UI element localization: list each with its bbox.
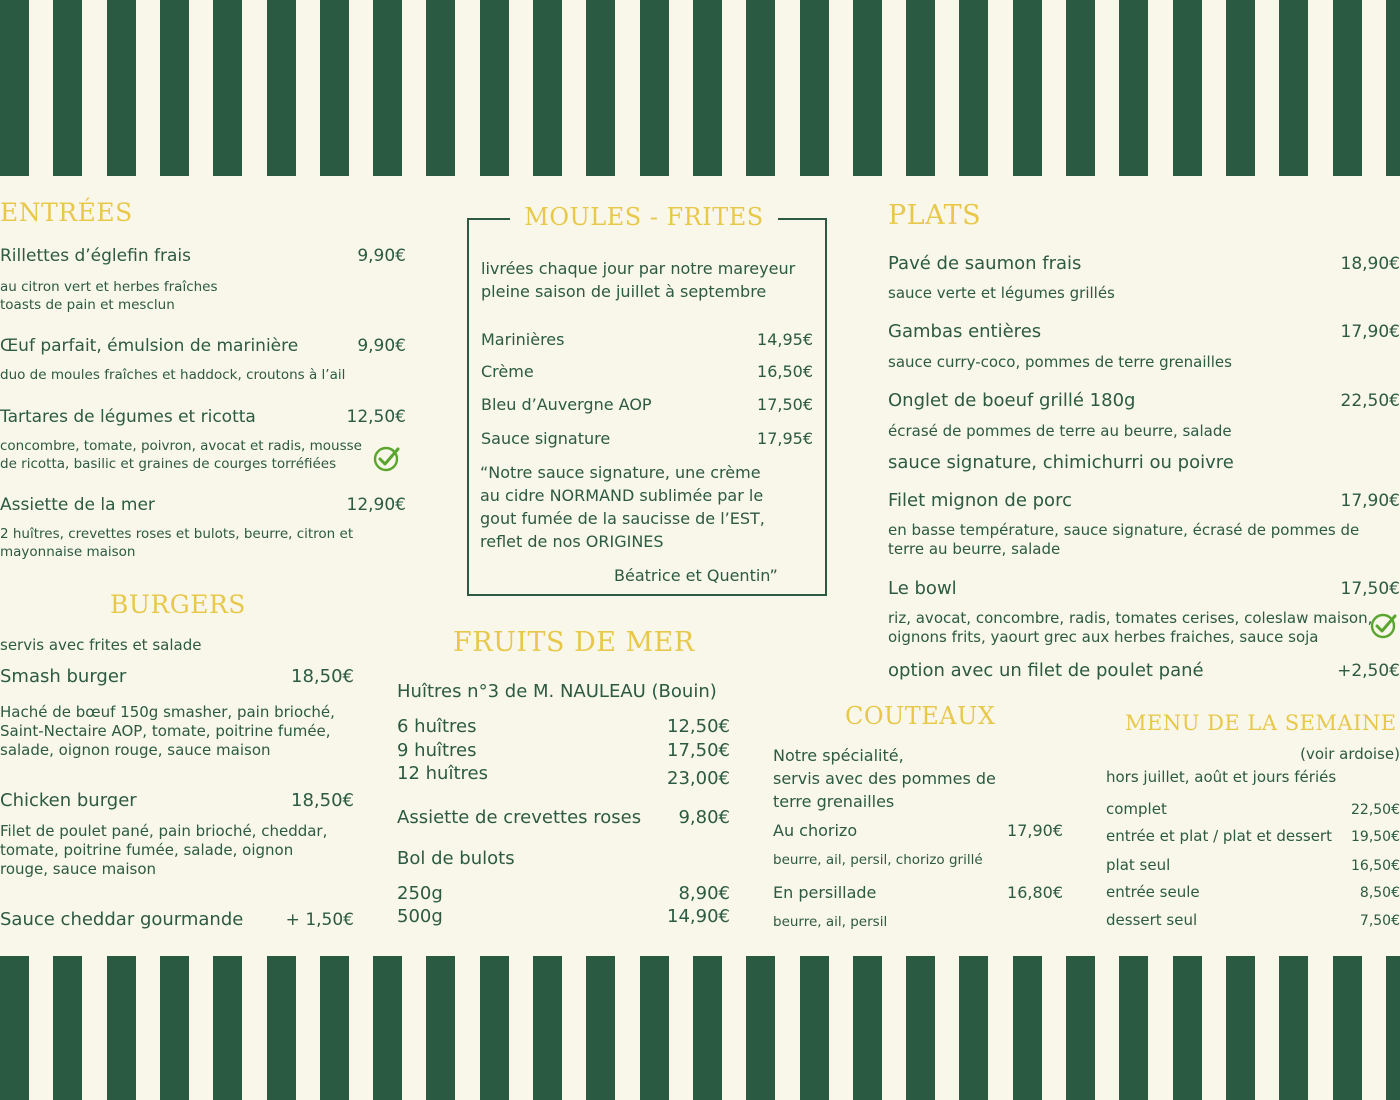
desc-line: salade, oignon rouge, sauce maison bbox=[0, 741, 271, 759]
vegan-check-icon bbox=[373, 444, 401, 472]
item-name: Rillettes d’églefin frais bbox=[0, 246, 191, 266]
item-name: Bleu d’Auvergne AOP bbox=[481, 395, 652, 414]
stripe bbox=[853, 956, 882, 1100]
menu-item bbox=[397, 716, 730, 737]
menu-item bbox=[481, 330, 813, 349]
item-name: plat seul bbox=[1106, 856, 1171, 874]
stripe bbox=[640, 0, 669, 176]
stripe bbox=[586, 0, 615, 176]
stripe bbox=[480, 956, 509, 1100]
item-description: beurre, ail, persil, chorizo grillé bbox=[773, 852, 983, 868]
stripe bbox=[533, 956, 562, 1100]
menu-item bbox=[773, 821, 1063, 840]
stripe bbox=[160, 956, 189, 1100]
item-price: 17,90€ bbox=[1340, 322, 1400, 342]
item-name: 250g bbox=[397, 883, 443, 904]
item-description bbox=[888, 521, 1359, 559]
item-description bbox=[0, 366, 345, 384]
entrees-title: ENTRÉES bbox=[0, 198, 133, 227]
stripe bbox=[1226, 956, 1255, 1100]
item-sauce-choice: sauce signature, chimichurri ou poivre bbox=[888, 452, 1234, 473]
item-price: 18,50€ bbox=[291, 666, 354, 687]
item-price: 14,95€ bbox=[757, 330, 813, 349]
item-price: 16,50€ bbox=[1351, 858, 1400, 874]
desc-line: au citron vert et herbes fraîches bbox=[0, 279, 218, 295]
stripe bbox=[1119, 0, 1148, 176]
stripe bbox=[1066, 0, 1095, 176]
item-name: Assiette de la mer bbox=[0, 495, 155, 515]
quote-line: “Notre sauce signature, une crème bbox=[480, 463, 761, 482]
moules-quote bbox=[480, 461, 765, 553]
stripe bbox=[373, 0, 402, 176]
item-name: dessert seul bbox=[1106, 911, 1198, 929]
menu-item bbox=[397, 807, 730, 828]
stripe bbox=[1119, 956, 1148, 1100]
menu-item bbox=[0, 246, 406, 266]
desc-line: tomate, poitrine fumée, salade, oignon bbox=[0, 841, 294, 859]
item-name: 9 huîtres bbox=[397, 740, 477, 761]
item-price: 18,50€ bbox=[291, 790, 354, 811]
item-price: 17,90€ bbox=[1340, 491, 1400, 511]
item-price: 19,50€ bbox=[1351, 829, 1400, 845]
stripe bbox=[320, 956, 349, 1100]
intro-line: terre grenailles bbox=[773, 792, 895, 811]
stripe bbox=[746, 0, 775, 176]
item-name: Crème bbox=[481, 362, 534, 381]
stripe bbox=[213, 956, 242, 1100]
item-name: Pavé de saumon frais bbox=[888, 253, 1082, 274]
intro-line: Notre spécialité, bbox=[773, 746, 904, 765]
item-price: 9,90€ bbox=[357, 336, 406, 356]
item-price: 14,90€ bbox=[667, 906, 730, 927]
item-name: Œuf parfait, émulsion de marinière bbox=[0, 336, 299, 356]
item-name: entrée seule bbox=[1106, 883, 1200, 901]
menu-item bbox=[397, 883, 730, 904]
menu-item bbox=[888, 321, 1400, 342]
menu-item bbox=[481, 429, 813, 448]
plats-title: PLATS bbox=[888, 200, 982, 231]
menu-item bbox=[1106, 800, 1400, 818]
menu-item bbox=[0, 666, 354, 687]
item-price: 8,90€ bbox=[678, 883, 730, 904]
item-name: option avec un filet de poulet pané bbox=[888, 660, 1204, 681]
moules-signature: Béatrice et Quentin” bbox=[614, 566, 778, 585]
menu-item bbox=[0, 336, 406, 356]
item-price: 9,80€ bbox=[678, 807, 730, 828]
menu-item bbox=[397, 763, 730, 789]
menu-item bbox=[0, 495, 406, 515]
stripe bbox=[853, 0, 882, 176]
stripe bbox=[1173, 0, 1202, 176]
item-price: 22,50€ bbox=[1351, 802, 1400, 818]
menu-item-option bbox=[888, 660, 1400, 681]
item-price: 18,90€ bbox=[1340, 254, 1400, 274]
desc-line: duo de moules fraîches et haddock, croutons à l’ail bbox=[0, 367, 346, 383]
item-price: 12,90€ bbox=[346, 495, 406, 515]
stripe bbox=[640, 956, 669, 1100]
desc-line: terre au beurre, salade bbox=[888, 540, 1061, 558]
stripe bbox=[906, 956, 935, 1100]
stripe bbox=[107, 0, 136, 176]
item-name: Gambas entières bbox=[888, 321, 1042, 342]
stripe bbox=[267, 956, 296, 1100]
menu-semaine-note: (voir ardoise) bbox=[1300, 745, 1400, 763]
menu-item bbox=[397, 906, 730, 927]
huitres-title: Huîtres n°3 de M. NAULEAU (Bouin) bbox=[397, 681, 717, 702]
quote-line: au cidre NORMAND sublimée par le bbox=[480, 486, 764, 505]
menu-item bbox=[397, 740, 730, 761]
stripe bbox=[267, 0, 296, 176]
stripe bbox=[1386, 956, 1400, 1100]
desc-line: sauce curry-coco, pommes de terre grenailles bbox=[888, 353, 1232, 371]
menu-item bbox=[1106, 827, 1400, 845]
couteaux-intro bbox=[773, 744, 996, 813]
menu-item bbox=[0, 909, 354, 930]
item-price: 16,80€ bbox=[1007, 883, 1063, 902]
stripe bbox=[746, 956, 775, 1100]
item-description bbox=[0, 278, 218, 314]
burgers-note: servis avec frites et salade bbox=[0, 636, 202, 654]
menu-item bbox=[1106, 856, 1400, 874]
item-description bbox=[0, 822, 327, 879]
item-name: Marinières bbox=[481, 330, 565, 349]
menu-item bbox=[888, 390, 1400, 411]
desc-line: Filet de poulet pané, pain brioché, cheddar, bbox=[0, 822, 328, 840]
intro-line: pleine saison de juillet à septembre bbox=[481, 282, 767, 301]
stripe bbox=[586, 956, 615, 1100]
item-price: 17,50€ bbox=[667, 740, 730, 761]
menu-item bbox=[481, 362, 813, 381]
stripe bbox=[320, 0, 349, 176]
stripe bbox=[0, 0, 29, 176]
stripe bbox=[533, 0, 562, 176]
stripe bbox=[0, 956, 29, 1100]
desc-line: en basse température, sauce signature, écrasé de pommes de bbox=[888, 521, 1360, 539]
desc-line: écrasé de pommes de terre au beurre, salade bbox=[888, 422, 1232, 440]
desc-line: toasts de pain et mesclun bbox=[0, 297, 175, 313]
item-description bbox=[888, 609, 1372, 647]
stripe bbox=[1279, 0, 1308, 176]
quote-line: gout fumée de la saucisse de l’EST, bbox=[480, 509, 765, 528]
item-price: 9,90€ bbox=[357, 246, 406, 266]
menu-item bbox=[0, 407, 406, 427]
item-name: Tartares de légumes et ricotta bbox=[0, 407, 256, 427]
item-name: 6 huîtres bbox=[397, 716, 477, 737]
desc-line: concombre, tomate, poivron, avocat et radis, mousse bbox=[0, 438, 362, 454]
intro-line: servis avec des pommes de bbox=[773, 769, 996, 788]
item-description: beurre, ail, persil bbox=[773, 914, 888, 930]
burgers-title: BURGERS bbox=[110, 590, 246, 619]
item-description bbox=[888, 284, 1115, 303]
stripe bbox=[1013, 0, 1042, 176]
stripe bbox=[1013, 956, 1042, 1100]
item-name: entrée et plat / plat et dessert bbox=[1106, 827, 1332, 845]
bottom-stripes-decoration bbox=[0, 956, 1400, 1100]
item-price: 12,50€ bbox=[667, 716, 730, 737]
desc-line: 2 huîtres, crevettes roses et bulots, beurre, citron et bbox=[0, 526, 354, 542]
stripe bbox=[959, 956, 988, 1100]
vegan-check-icon bbox=[1370, 611, 1398, 639]
stripe bbox=[800, 956, 829, 1100]
menu-item bbox=[888, 490, 1400, 511]
desc-line: mayonnaise maison bbox=[0, 544, 136, 560]
menu-item bbox=[0, 790, 354, 811]
desc-line: Saint-Nectaire AOP, tomate, poitrine fumée, bbox=[0, 722, 331, 740]
stripe bbox=[53, 0, 82, 176]
menu-item bbox=[888, 578, 1400, 599]
item-name: Smash burger bbox=[0, 666, 127, 687]
menu-item bbox=[773, 883, 1063, 902]
item-name: Sauce cheddar gourmande bbox=[0, 909, 244, 930]
stripe bbox=[1226, 0, 1255, 176]
moules-intro bbox=[481, 257, 795, 303]
stripe bbox=[1066, 956, 1095, 1100]
item-price: 22,50€ bbox=[1340, 391, 1400, 411]
item-description bbox=[888, 353, 1232, 372]
stripe bbox=[373, 956, 402, 1100]
item-price: 17,95€ bbox=[757, 429, 813, 448]
item-price: 17,50€ bbox=[1340, 579, 1400, 599]
item-name: Onglet de boeuf grillé 180g bbox=[888, 390, 1136, 411]
item-price: 17,50€ bbox=[757, 395, 813, 414]
desc-line: oignons frits, yaourt grec aux herbes fraiches, sauce soja bbox=[888, 628, 1319, 646]
stripe bbox=[1279, 956, 1308, 1100]
menu-item bbox=[888, 253, 1400, 274]
item-name: 12 huîtres bbox=[397, 763, 488, 784]
item-name: En persillade bbox=[773, 883, 877, 902]
item-name: 500g bbox=[397, 906, 443, 927]
stripe bbox=[693, 956, 722, 1100]
stripe bbox=[426, 0, 455, 176]
stripe bbox=[53, 956, 82, 1100]
stripe bbox=[800, 0, 829, 176]
item-price: 17,90€ bbox=[1007, 821, 1063, 840]
item-name: Filet mignon de porc bbox=[888, 490, 1072, 511]
desc-line: sauce verte et légumes grillés bbox=[888, 284, 1115, 302]
moules-title: MOULES - FRITES bbox=[524, 203, 764, 231]
item-description bbox=[888, 422, 1232, 441]
item-name: Sauce signature bbox=[481, 429, 611, 448]
quote-line: reflet de nos ORIGINES bbox=[480, 532, 664, 551]
item-name: complet bbox=[1106, 800, 1167, 818]
menu-semaine-title: MENU DE LA SEMAINE bbox=[1125, 711, 1397, 735]
couteaux-title: COUTEAUX bbox=[845, 702, 996, 730]
item-name: Au chorizo bbox=[773, 821, 858, 840]
item-name: Chicken burger bbox=[0, 790, 137, 811]
item-price: 23,00€ bbox=[667, 768, 730, 789]
menu-item bbox=[1106, 883, 1400, 901]
stripe bbox=[1173, 956, 1202, 1100]
stripe bbox=[906, 0, 935, 176]
item-price: 12,50€ bbox=[346, 407, 406, 427]
menu-item bbox=[1106, 911, 1400, 929]
stripe bbox=[213, 0, 242, 176]
item-price: +2,50€ bbox=[1337, 661, 1400, 681]
stripe bbox=[160, 0, 189, 176]
intro-line: livrées chaque jour par notre mareyeur bbox=[481, 259, 796, 278]
stripe bbox=[1333, 956, 1362, 1100]
stripe bbox=[107, 956, 136, 1100]
item-description bbox=[0, 703, 335, 760]
stripe bbox=[1386, 0, 1400, 176]
item-price: + 1,50€ bbox=[285, 910, 354, 930]
item-description bbox=[0, 437, 362, 473]
top-stripes-decoration bbox=[0, 0, 1400, 176]
item-price: 8,50€ bbox=[1359, 885, 1400, 901]
item-name: Le bowl bbox=[888, 578, 957, 599]
desc-line: rouge, sauce maison bbox=[0, 860, 157, 878]
stripe bbox=[959, 0, 988, 176]
item-price: 16,50€ bbox=[757, 362, 813, 381]
stripe bbox=[1333, 0, 1362, 176]
item-description bbox=[0, 525, 353, 561]
stripe bbox=[693, 0, 722, 176]
stripe bbox=[426, 956, 455, 1100]
desc-line: de ricotta, basilic et graines de courges torréfiées bbox=[0, 456, 337, 472]
item-name: Assiette de crevettes roses bbox=[397, 807, 642, 828]
bulots-title: Bol de bulots bbox=[397, 848, 515, 869]
menu-item bbox=[481, 395, 813, 414]
stripe bbox=[480, 0, 509, 176]
menu-semaine-note: hors juillet, août et jours fériés bbox=[1106, 768, 1337, 786]
fruits-de-mer-title: FRUITS DE MER bbox=[453, 627, 695, 658]
desc-line: Haché de bœuf 150g smasher, pain brioché, bbox=[0, 703, 335, 721]
item-price: 7,50€ bbox=[1359, 913, 1400, 929]
desc-line: riz, avocat, concombre, radis, tomates cerises, coleslaw maison, bbox=[888, 609, 1373, 627]
